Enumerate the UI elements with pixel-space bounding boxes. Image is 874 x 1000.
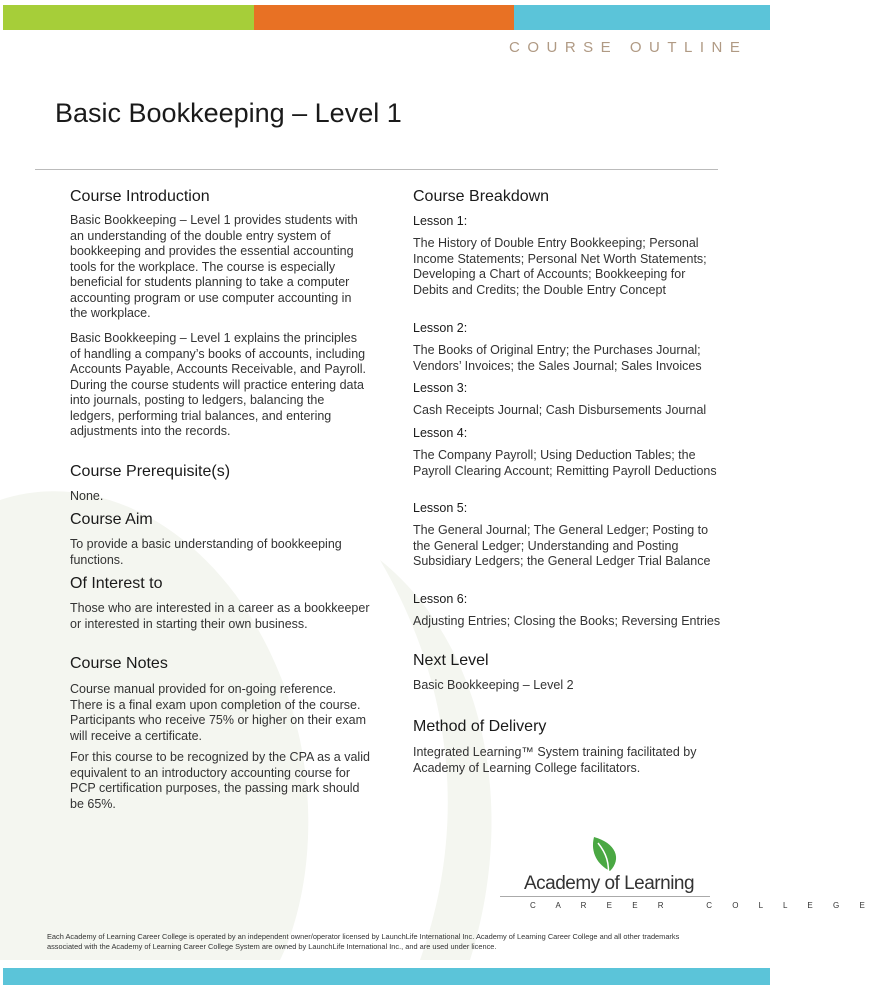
- lesson-3-text: Cash Receipts Journal; Cash Disbursements Journal: [413, 403, 707, 417]
- prerequisites-text: None.: [70, 489, 104, 503]
- of-interest-text: Those who are interested in a career as a bookkeeper or interested in starting their own business.: [70, 601, 370, 631]
- next-level-heading: Next Level: [413, 652, 489, 669]
- course-outline-label: COURSE OUTLINE: [509, 39, 748, 56]
- divider: [35, 169, 718, 170]
- course-notes-paragraph-1: Course manual provided for on-going reference. There is a final exam upon completion of the course. Participants who receive 75% or higher on their exam will receive a certificate.: [70, 682, 366, 743]
- header-bar-green: [3, 5, 254, 30]
- lesson-1-text: The History of Double Entry Bookkeeping; Personal Income Statements; Personal Net Worth Statements; Developing a Chart of Accounts; Bookkeeping for Debits and Credits; the Double Entry Concept: [413, 236, 707, 297]
- footer-legal-text: Each Academy of Learning Career College is operated by an independent owner/operator licensed by LaunchLife International Inc. Academy of Learning Career College and all other trademarks associated with the Academy of Learning Career College System are owned by LaunchLife International Inc., and are used under licence.: [47, 932, 680, 951]
- lesson-6-label: Lesson 6:: [413, 592, 468, 606]
- lesson-6-text: Adjusting Entries; Closing the Books; Reversing Entries: [413, 614, 721, 628]
- footer-bar-blue: [3, 968, 770, 985]
- lesson-5-label: Lesson 5:: [413, 501, 468, 515]
- page-title: Basic Bookkeeping – Level 1: [55, 98, 402, 128]
- method-of-delivery-text: Integrated Learning™ System training facilitated by Academy of Learning College facilitators.: [413, 745, 697, 775]
- prerequisites-heading: Course Prerequisite(s): [70, 463, 231, 480]
- course-aim-heading: Course Aim: [70, 511, 153, 528]
- method-of-delivery-heading: Method of Delivery: [413, 718, 547, 735]
- lesson-2-text: The Books of Original Entry; the Purchases Journal; Vendors’ Invoices; the Sales Journal; Sales Invoices: [413, 343, 702, 373]
- course-breakdown-heading: Course Breakdown: [413, 188, 550, 205]
- lesson-4-label: Lesson 4:: [413, 426, 468, 440]
- course-aim-text: To provide a basic understanding of bookkeeping functions.: [70, 537, 342, 567]
- course-notes-paragraph-2: For this course to be recognized by the CPA as a valid equivalent to an introductory accounting course for PCP certification purposes, the passing mark should be 65%.: [70, 750, 370, 811]
- intro-paragraph-2: Basic Bookkeeping – Level 1 explains the principles of handling a company’s books of accounts, including Accounts Payable, Accounts Receivable, and Payroll. During the course students will practice entering data into journals, posting to ledgers, balancing the ledgers, performing trial balances, and entering adjustments into the records.: [70, 331, 367, 438]
- logo-name: Academy of Learning: [524, 873, 695, 894]
- course-notes-heading: Course Notes: [70, 655, 168, 672]
- header-bar-blue: [514, 5, 770, 30]
- course-introduction-heading: Course Introduction: [70, 188, 210, 205]
- academy-logo: [496, 835, 874, 915]
- lesson-5-text: The General Journal; The General Ledger; Posting to the General Ledger; Understanding and Posting Subsidiary Ledgers; the General Ledger Trial Balance: [413, 523, 711, 568]
- next-level-text: Basic Bookkeeping – Level 2: [413, 678, 574, 692]
- header-bar-orange: [254, 5, 514, 30]
- lesson-2-label: Lesson 2:: [413, 321, 468, 335]
- lesson-3-label: Lesson 3:: [413, 381, 468, 395]
- lesson-4-text: The Company Payroll; Using Deduction Tables; the Payroll Clearing Account; Remitting Payroll Deductions: [413, 448, 717, 478]
- of-interest-heading: Of Interest to: [70, 575, 163, 592]
- logo-subtitle: C A R E E R C O L L E G E: [530, 901, 874, 910]
- intro-paragraph-1: Basic Bookkeeping – Level 1 provides students with an understanding of the double entry system of bookkeeping and provides the essential accounting tools for the workplace. The course is especially beneficial for students planning to take a computer accounting program or use computer accounting in the workplace.: [70, 213, 358, 320]
- lesson-1-label: Lesson 1:: [413, 214, 468, 228]
